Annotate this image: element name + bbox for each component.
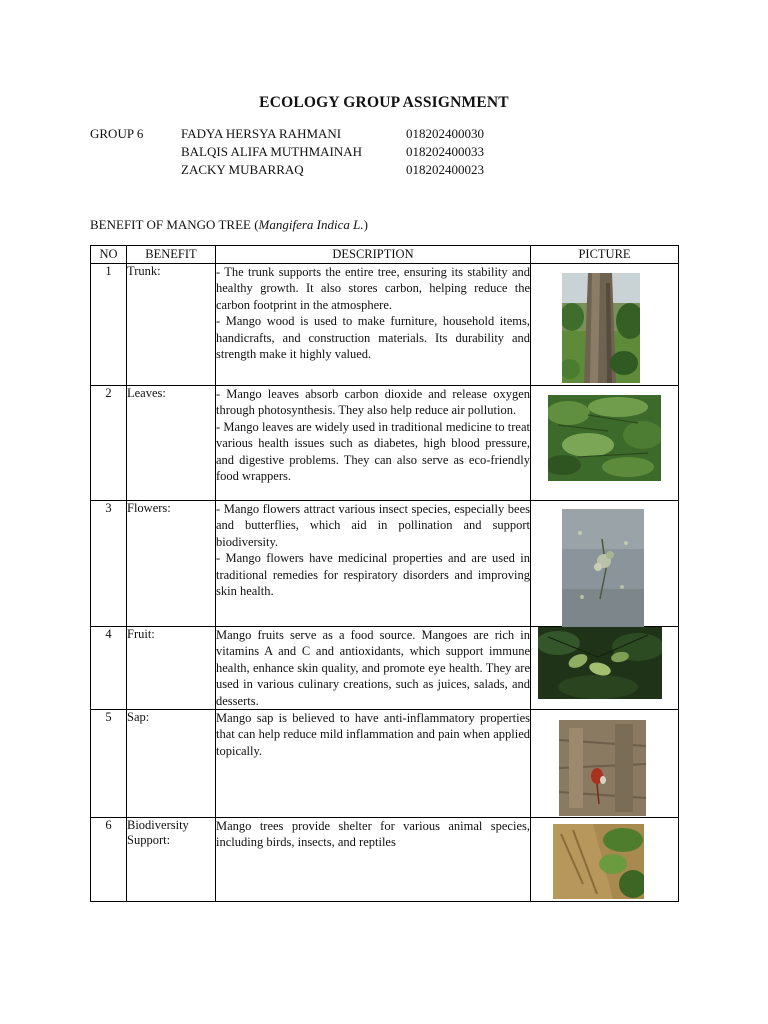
description-paragraph: - Mango wood is used to make furniture, household items, handicrafts, and construction materials. Its durability and strength make it highly valued. bbox=[216, 314, 530, 362]
benefits-table bbox=[90, 245, 679, 902]
picture-cell bbox=[531, 627, 679, 710]
document-title: ECOLOGY GROUP ASSIGNMENT bbox=[259, 94, 509, 111]
benefit-description bbox=[216, 818, 531, 902]
member-id: 018202400033 bbox=[406, 144, 484, 159]
description-paragraph: Mango trees provide shelter for various animal species, including birds, insects, and reptiles bbox=[216, 819, 530, 850]
description-paragraph: Mango sap is believed to have anti-inflammatory properties that can help reduce mild inflammation and pain when applied topically. bbox=[216, 711, 530, 758]
header-no: NO bbox=[91, 246, 127, 264]
benefit-name: Leaves: bbox=[127, 386, 216, 501]
header-picture: PICTURE bbox=[531, 246, 679, 264]
section-heading bbox=[90, 217, 368, 233]
table-row bbox=[91, 627, 679, 710]
benefit-name: Sap: bbox=[127, 710, 216, 818]
description-paragraph: Mango fruits serve as a food source. Mangoes are rich in vitamins A and C and antioxidants, which support immune health, enhance skin quality, and promote eye health. They are used in various culinary creations, such as juices, salads, and desserts. bbox=[216, 628, 530, 708]
flowers-photo bbox=[562, 509, 644, 627]
row-number: 6 bbox=[91, 818, 127, 902]
picture-cell bbox=[531, 818, 679, 902]
description-paragraph: - Mango leaves absorb carbon dioxide and release oxygen through photosynthesis. They also help reduce air pollution. bbox=[216, 387, 530, 418]
table-row bbox=[91, 818, 679, 902]
member-row bbox=[181, 144, 484, 162]
header-benefit: BENEFIT bbox=[127, 246, 216, 264]
benefit-name: Flowers: bbox=[127, 501, 216, 627]
table-row bbox=[91, 501, 679, 627]
table-header-row bbox=[91, 246, 679, 264]
member-id: 018202400030 bbox=[406, 126, 484, 141]
member-id: 018202400023 bbox=[406, 162, 484, 177]
description-paragraph: - Mango leaves are widely used in traditional medicine to treat various health issues such as diabetes, high blood pressure, and digestive problems. They can also serve as eco-friendly food wrappers. bbox=[216, 419, 530, 484]
scientific-name: Mangifera Indica L. bbox=[258, 217, 364, 232]
header-description: DESCRIPTION bbox=[216, 246, 531, 264]
benefit-description bbox=[216, 710, 531, 818]
description-paragraph: - Mango flowers attract various insect species, especially bees and butterflies, which aid in pollination and support biodiversity. bbox=[216, 502, 530, 549]
benefit-description bbox=[216, 386, 531, 501]
description-paragraph: - Mango flowers have medicinal properties and are used in traditional remedies for respiratory disorders and improving skin health. bbox=[216, 551, 530, 599]
picture-cell bbox=[531, 264, 679, 386]
member-row bbox=[181, 162, 484, 180]
table-row bbox=[91, 710, 679, 818]
sap-photo bbox=[559, 720, 646, 816]
picture-cell bbox=[531, 501, 679, 627]
benefit-description bbox=[216, 627, 531, 710]
description-paragraph: - The trunk supports the entire tree, ensuring its stability and healthy growth. It also stores carbon, helping reduce the carbon footprint in the atmosphere. bbox=[216, 265, 530, 312]
section-heading-suffix: ) bbox=[363, 217, 368, 232]
fruit-photo bbox=[538, 627, 662, 699]
row-number: 1 bbox=[91, 264, 127, 386]
picture-cell bbox=[531, 710, 679, 818]
section-heading-prefix: BENEFIT OF MANGO TREE ( bbox=[90, 217, 259, 232]
trunk-photo bbox=[562, 273, 640, 383]
member-name: BALQIS ALIFA MUTHMAINAH bbox=[181, 144, 363, 159]
row-number: 5 bbox=[91, 710, 127, 818]
biodiversity-photo bbox=[553, 824, 644, 899]
leaves-photo bbox=[548, 395, 661, 481]
table-row bbox=[91, 386, 679, 501]
row-number: 4 bbox=[91, 627, 127, 710]
picture-cell bbox=[531, 386, 679, 501]
member-row bbox=[181, 126, 484, 144]
member-name: FADYA HERSYA RAHMANI bbox=[181, 126, 342, 141]
benefit-description bbox=[216, 264, 531, 386]
row-number: 3 bbox=[91, 501, 127, 627]
member-name: ZACKY MUBARRAQ bbox=[181, 162, 304, 177]
benefit-name: Biodiversity Support: bbox=[127, 818, 216, 902]
benefit-name: Fruit: bbox=[127, 627, 216, 710]
member-list bbox=[181, 126, 484, 180]
benefit-description bbox=[216, 501, 531, 627]
benefit-name: Trunk: bbox=[127, 264, 216, 386]
row-number: 2 bbox=[91, 386, 127, 501]
group-label: GROUP 6 bbox=[90, 126, 144, 141]
table-row bbox=[91, 264, 679, 386]
